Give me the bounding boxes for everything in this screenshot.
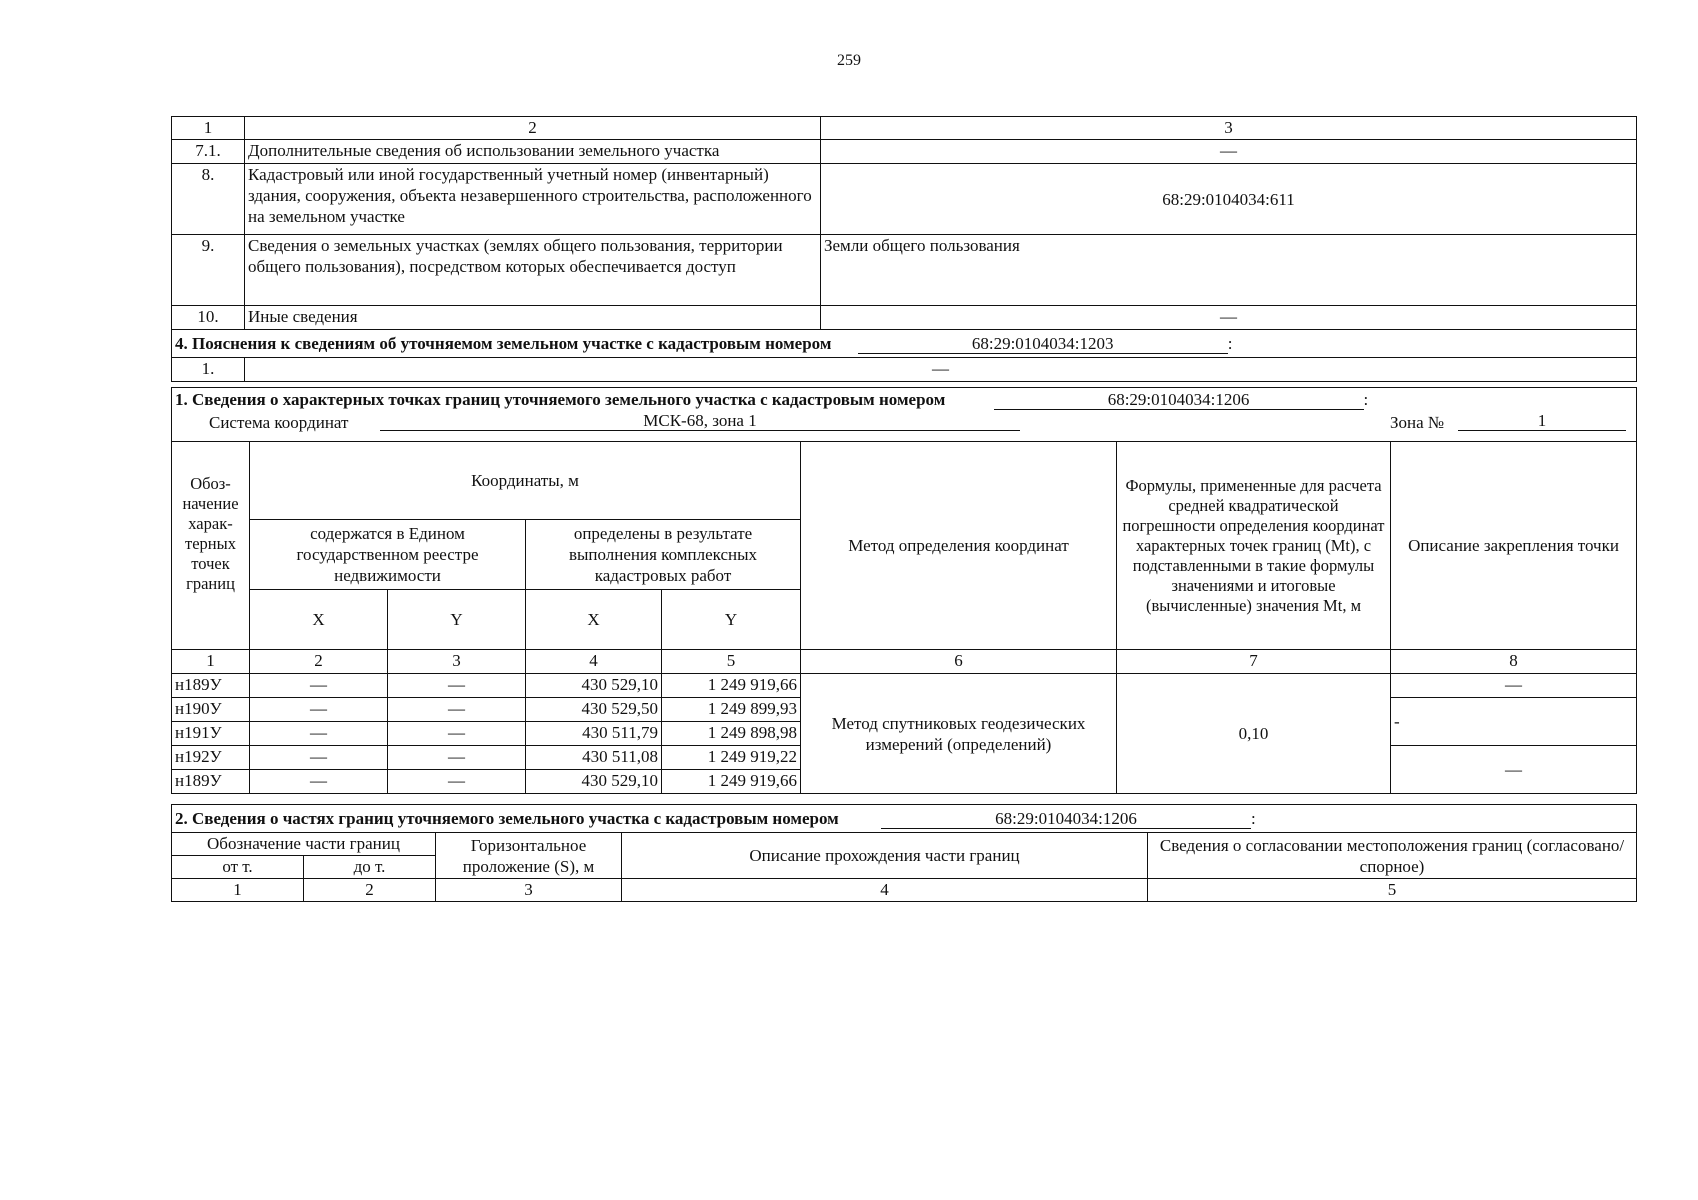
y-egrn-header: Y bbox=[388, 590, 526, 650]
building-cadastral-number: 68:29:0104034:611 bbox=[821, 164, 1637, 235]
x-egrn: — bbox=[250, 674, 388, 698]
section-4-header bbox=[172, 330, 1637, 358]
y-value: 1 249 919,22 bbox=[662, 746, 801, 770]
points-title: 1. Сведения о характерных точках границ уточняемого земельного участка с кадастровым номером bbox=[175, 390, 946, 409]
row-label: Сведения о земельных участках (землях общего пользования, территории общего пользования), посредством которых обеспечивается доступ bbox=[245, 235, 821, 306]
col-number: 7 bbox=[1117, 650, 1391, 674]
parts-title: 2. Сведения о частях границ уточняемого земельного участка с кадастровым номером bbox=[175, 809, 839, 828]
point-name: н190У bbox=[172, 698, 250, 722]
mt-value: 0,10 bbox=[1117, 674, 1391, 794]
y-kkr-header: Y bbox=[662, 590, 801, 650]
colon: : bbox=[1363, 390, 1369, 409]
col-number: 2 bbox=[250, 650, 388, 674]
x-egrn-header: X bbox=[250, 590, 388, 650]
col-number: 6 bbox=[801, 650, 1117, 674]
col-number: 4 bbox=[622, 879, 1148, 902]
row-number: 8. bbox=[172, 164, 245, 235]
header-col-1: 1 bbox=[172, 117, 245, 140]
header-col-2: 2 bbox=[245, 117, 821, 140]
egrn-header: содержатся в Едином государственном реестре недвижимости bbox=[250, 520, 526, 590]
formula-header: Формулы, примененные для расчета средней квадратической погрешности определения координат характерных точек границ (Mt), с подставленными в такие формулы значениями и итоговые (вычисленные) значения Mt, м bbox=[1117, 442, 1391, 650]
row-number: 10. bbox=[172, 306, 245, 330]
x-value: 430 511,79 bbox=[526, 722, 662, 746]
point-name: н189У bbox=[172, 770, 250, 794]
kkr-header: определены в результате выполнения комплексных кадастровых работ bbox=[526, 520, 801, 590]
page-number: 259 bbox=[837, 52, 861, 69]
col-number: 3 bbox=[436, 879, 622, 902]
horizontal-header: Горизонтальное проложение (S), м bbox=[436, 833, 622, 879]
coord-system-label: Система координат bbox=[209, 413, 349, 432]
y-value: 1 249 919,66 bbox=[662, 674, 801, 698]
access-lands-value: Земли общего пользования bbox=[821, 235, 1637, 306]
method-header: Метод определения координат bbox=[801, 442, 1117, 650]
y-value: 1 249 899,93 bbox=[662, 698, 801, 722]
col-number: 1 bbox=[172, 650, 250, 674]
coords-header: Координаты, м bbox=[250, 442, 801, 520]
table-row bbox=[172, 674, 1637, 698]
fixing-value: - bbox=[1391, 698, 1637, 746]
col-number: 4 bbox=[526, 650, 662, 674]
description-header: Описание прохождения части границ bbox=[622, 833, 1148, 879]
point-name: н191У bbox=[172, 722, 250, 746]
designation-header: Обоз-начение харак-терных точек границ bbox=[172, 442, 250, 650]
fixing-value: — bbox=[1391, 674, 1637, 698]
method-value: Метод спутниковых геодезических измерений (определений) bbox=[801, 674, 1117, 794]
x-egrn: — bbox=[250, 746, 388, 770]
x-egrn: — bbox=[250, 722, 388, 746]
agreement-header: Сведения о согласовании местоположения границ (согласовано/спорное) bbox=[1148, 833, 1637, 879]
zone-label: Зона № bbox=[1390, 413, 1445, 432]
y-egrn: — bbox=[388, 746, 526, 770]
col-number: 1 bbox=[172, 879, 304, 902]
x-egrn: — bbox=[250, 698, 388, 722]
parts-section-header bbox=[172, 805, 1637, 833]
row-value: — bbox=[821, 306, 1637, 330]
col-number: 2 bbox=[304, 879, 436, 902]
row-value: — bbox=[821, 140, 1637, 164]
x-kkr-header: X bbox=[526, 590, 662, 650]
col-number: 5 bbox=[1148, 879, 1637, 902]
row-number: 1. bbox=[172, 358, 245, 382]
parts-cadastral: 68:29:0104034:1206 bbox=[881, 809, 1251, 829]
row-label: Дополнительные сведения об использовании земельного участка bbox=[245, 140, 821, 164]
x-value: 430 529,10 bbox=[526, 674, 662, 698]
colon: : bbox=[1251, 809, 1256, 828]
row-label: Иные сведения bbox=[245, 306, 821, 330]
y-egrn: — bbox=[388, 770, 526, 794]
col-number: 5 bbox=[662, 650, 801, 674]
points-cadastral: 68:29:0104034:1206 bbox=[994, 390, 1364, 410]
coord-system-value: МСК-68, зона 1 bbox=[380, 411, 1020, 431]
row-label: Кадастровый или иной государственный учетный номер (инвентарный) здания, сооружения, объекта незавершенного строительства, расположенного на земельном участке bbox=[245, 164, 821, 235]
y-egrn: — bbox=[388, 698, 526, 722]
y-egrn: — bbox=[388, 722, 526, 746]
boundary-points-table bbox=[171, 387, 1637, 794]
x-value: 430 511,08 bbox=[526, 746, 662, 770]
y-value: 1 249 919,66 bbox=[662, 770, 801, 794]
x-value: 430 529,50 bbox=[526, 698, 662, 722]
point-name: н189У bbox=[172, 674, 250, 698]
y-value: 1 249 898,98 bbox=[662, 722, 801, 746]
x-egrn: — bbox=[250, 770, 388, 794]
land-info-table bbox=[171, 116, 1637, 382]
col-number: 3 bbox=[388, 650, 526, 674]
zone-value: 1 bbox=[1458, 411, 1626, 431]
fixing-header: Описание закрепления точки bbox=[1391, 442, 1637, 650]
from-point-header: от т. bbox=[172, 856, 304, 879]
row-number: 7.1. bbox=[172, 140, 245, 164]
to-point-header: до т. bbox=[304, 856, 436, 879]
x-value: 430 529,10 bbox=[526, 770, 662, 794]
y-egrn: — bbox=[388, 674, 526, 698]
header-col-3: 3 bbox=[821, 117, 1637, 140]
col-number: 8 bbox=[1391, 650, 1637, 674]
fixing-value: — bbox=[1391, 746, 1637, 794]
section-4-value: — bbox=[245, 358, 1637, 382]
section-4-cadastral: 68:29:0104034:1203 bbox=[858, 334, 1228, 354]
part-designation-header: Обозначение части границ bbox=[172, 833, 436, 856]
boundary-parts-table bbox=[171, 804, 1637, 902]
colon: : bbox=[1227, 334, 1233, 353]
row-number: 9. bbox=[172, 235, 245, 306]
point-name: н192У bbox=[172, 746, 250, 770]
section-4-title: 4. Пояснения к сведениям об уточняемом земельном участке с кадастровым номером bbox=[175, 334, 832, 353]
points-section-header bbox=[172, 388, 1637, 442]
